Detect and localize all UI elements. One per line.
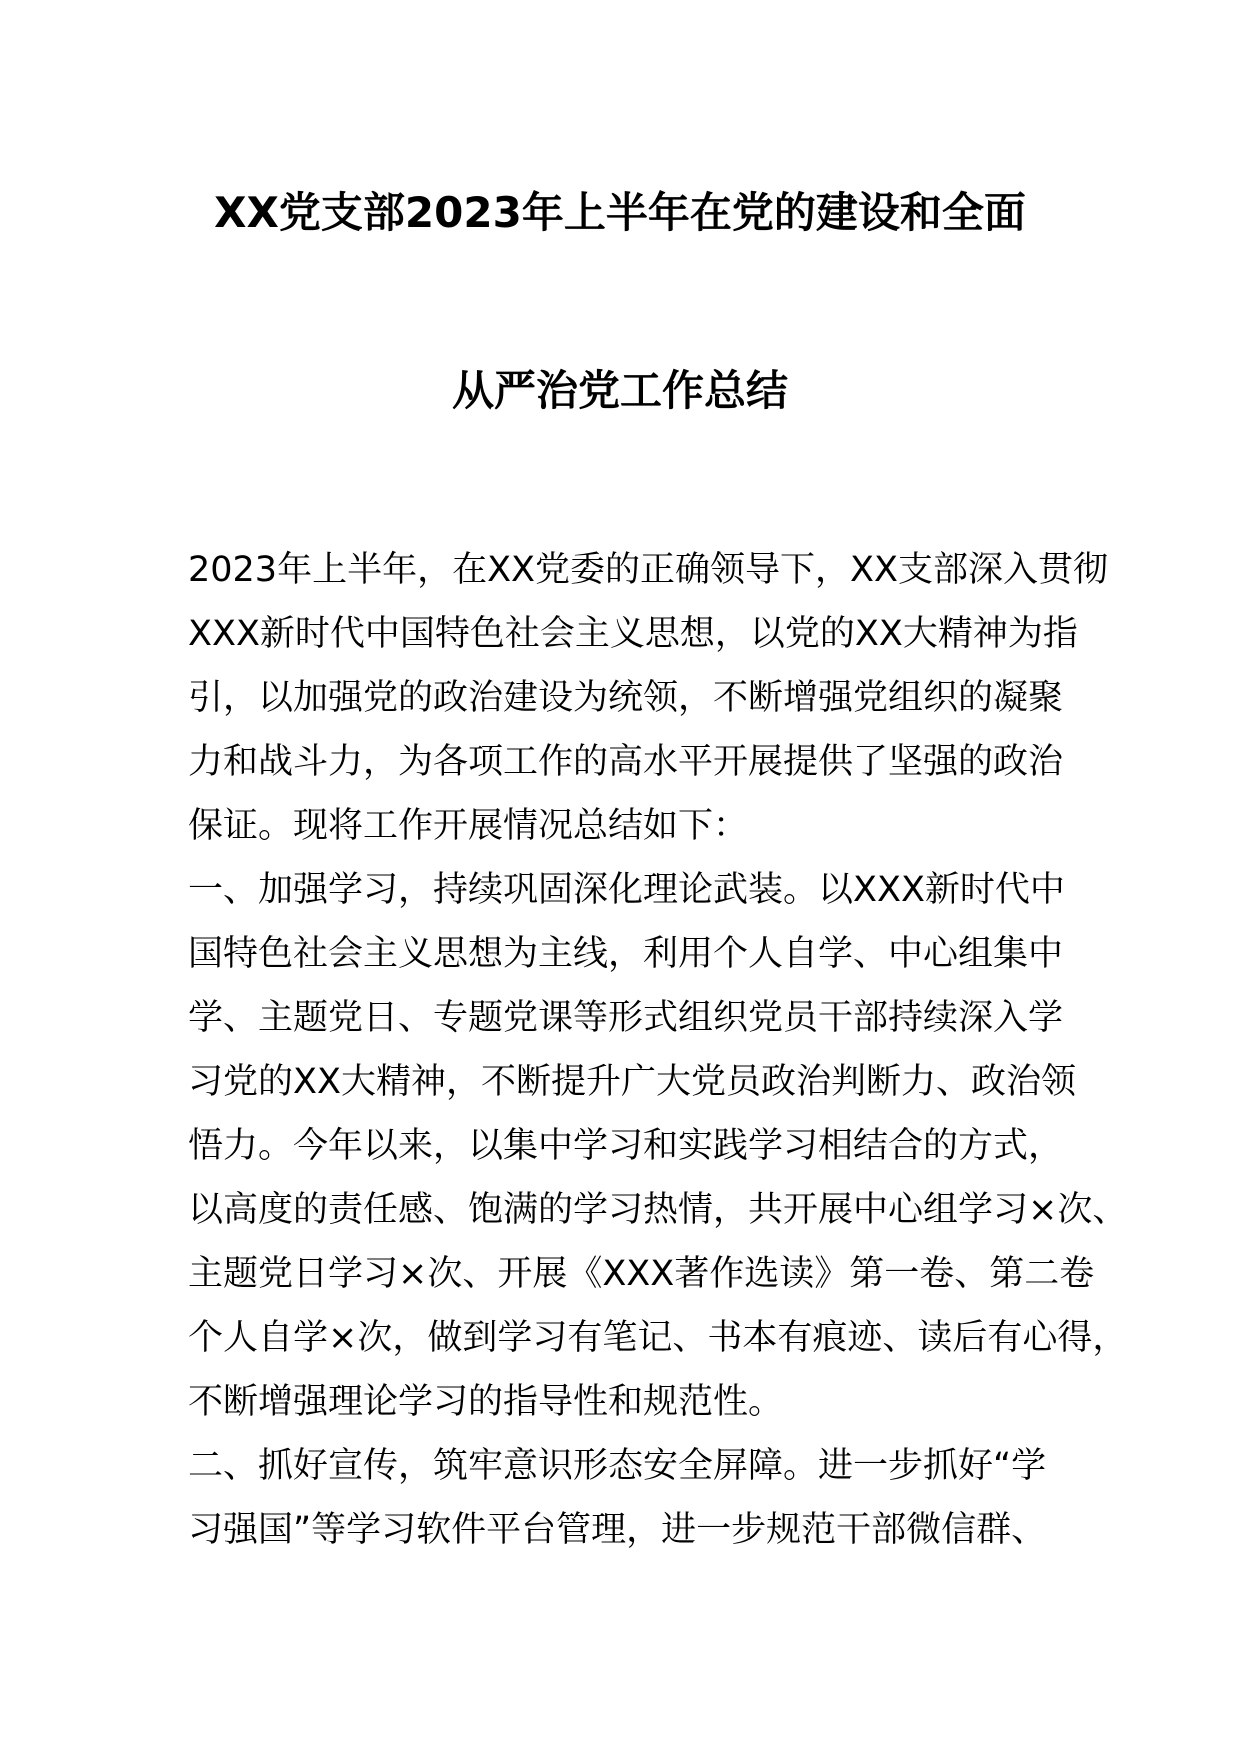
body-line: 习强国”等学习软件平台管理，进一步规范干部微信群、 (188, 1510, 1047, 1550)
body-line: 以高度的责任感、饱满的学习热情，共开展中心组学习×次、 (188, 1190, 1128, 1230)
document-title-line-2: 从严治党工作总结 (451, 366, 788, 415)
section-heading-line: 二、抓好宣传，筑牢意识形态安全屏障。进一步抓好“学 (188, 1446, 1047, 1486)
body-line: 不断增强理论学习的指导性和规范性。 (188, 1382, 784, 1422)
body-line: XXX新时代中国特色社会主义思想，以党的XX大精神为指 (188, 614, 1078, 654)
body-line: 个人自学×次，做到学习有笔记、书本有痕迹、读后有心得， (188, 1318, 1128, 1358)
body-line: 2023年上半年，在XX党委的正确领导下，XX支部深入贯彻 (188, 550, 1108, 590)
body-line: 学、主题党日、专题党课等形式组织党员干部持续深入学 (188, 998, 1064, 1038)
body-line: 习党的XX大精神，不断提升广大党员政治判断力、政治领 (188, 1062, 1076, 1102)
document-title-line-1: XX党支部2023年上半年在党的建设和全面 (214, 188, 1026, 237)
body-line: 悟力。今年以来，以集中学习和实践学习相结合的方式， (188, 1126, 1064, 1166)
section-heading-line: 一、加强学习，持续巩固深化理论武装。以XXX新时代中 (188, 870, 1065, 910)
body-line: 保证。现将工作开展情况总结如下： (188, 806, 749, 846)
body-line: 主题党日学习×次、开展《XXX著作选读》第一卷、第二卷 (188, 1254, 1095, 1294)
body-line: 国特色社会主义思想为主线，利用个人自学、中心组集中 (188, 934, 1064, 974)
body-line: 引，以加强党的政治建设为统领，不断增强党组织的凝聚 (188, 678, 1064, 718)
body-line: 力和战斗力，为各项工作的高水平开展提供了坚强的政治 (188, 742, 1064, 782)
document-body (188, 538, 1128, 1562)
